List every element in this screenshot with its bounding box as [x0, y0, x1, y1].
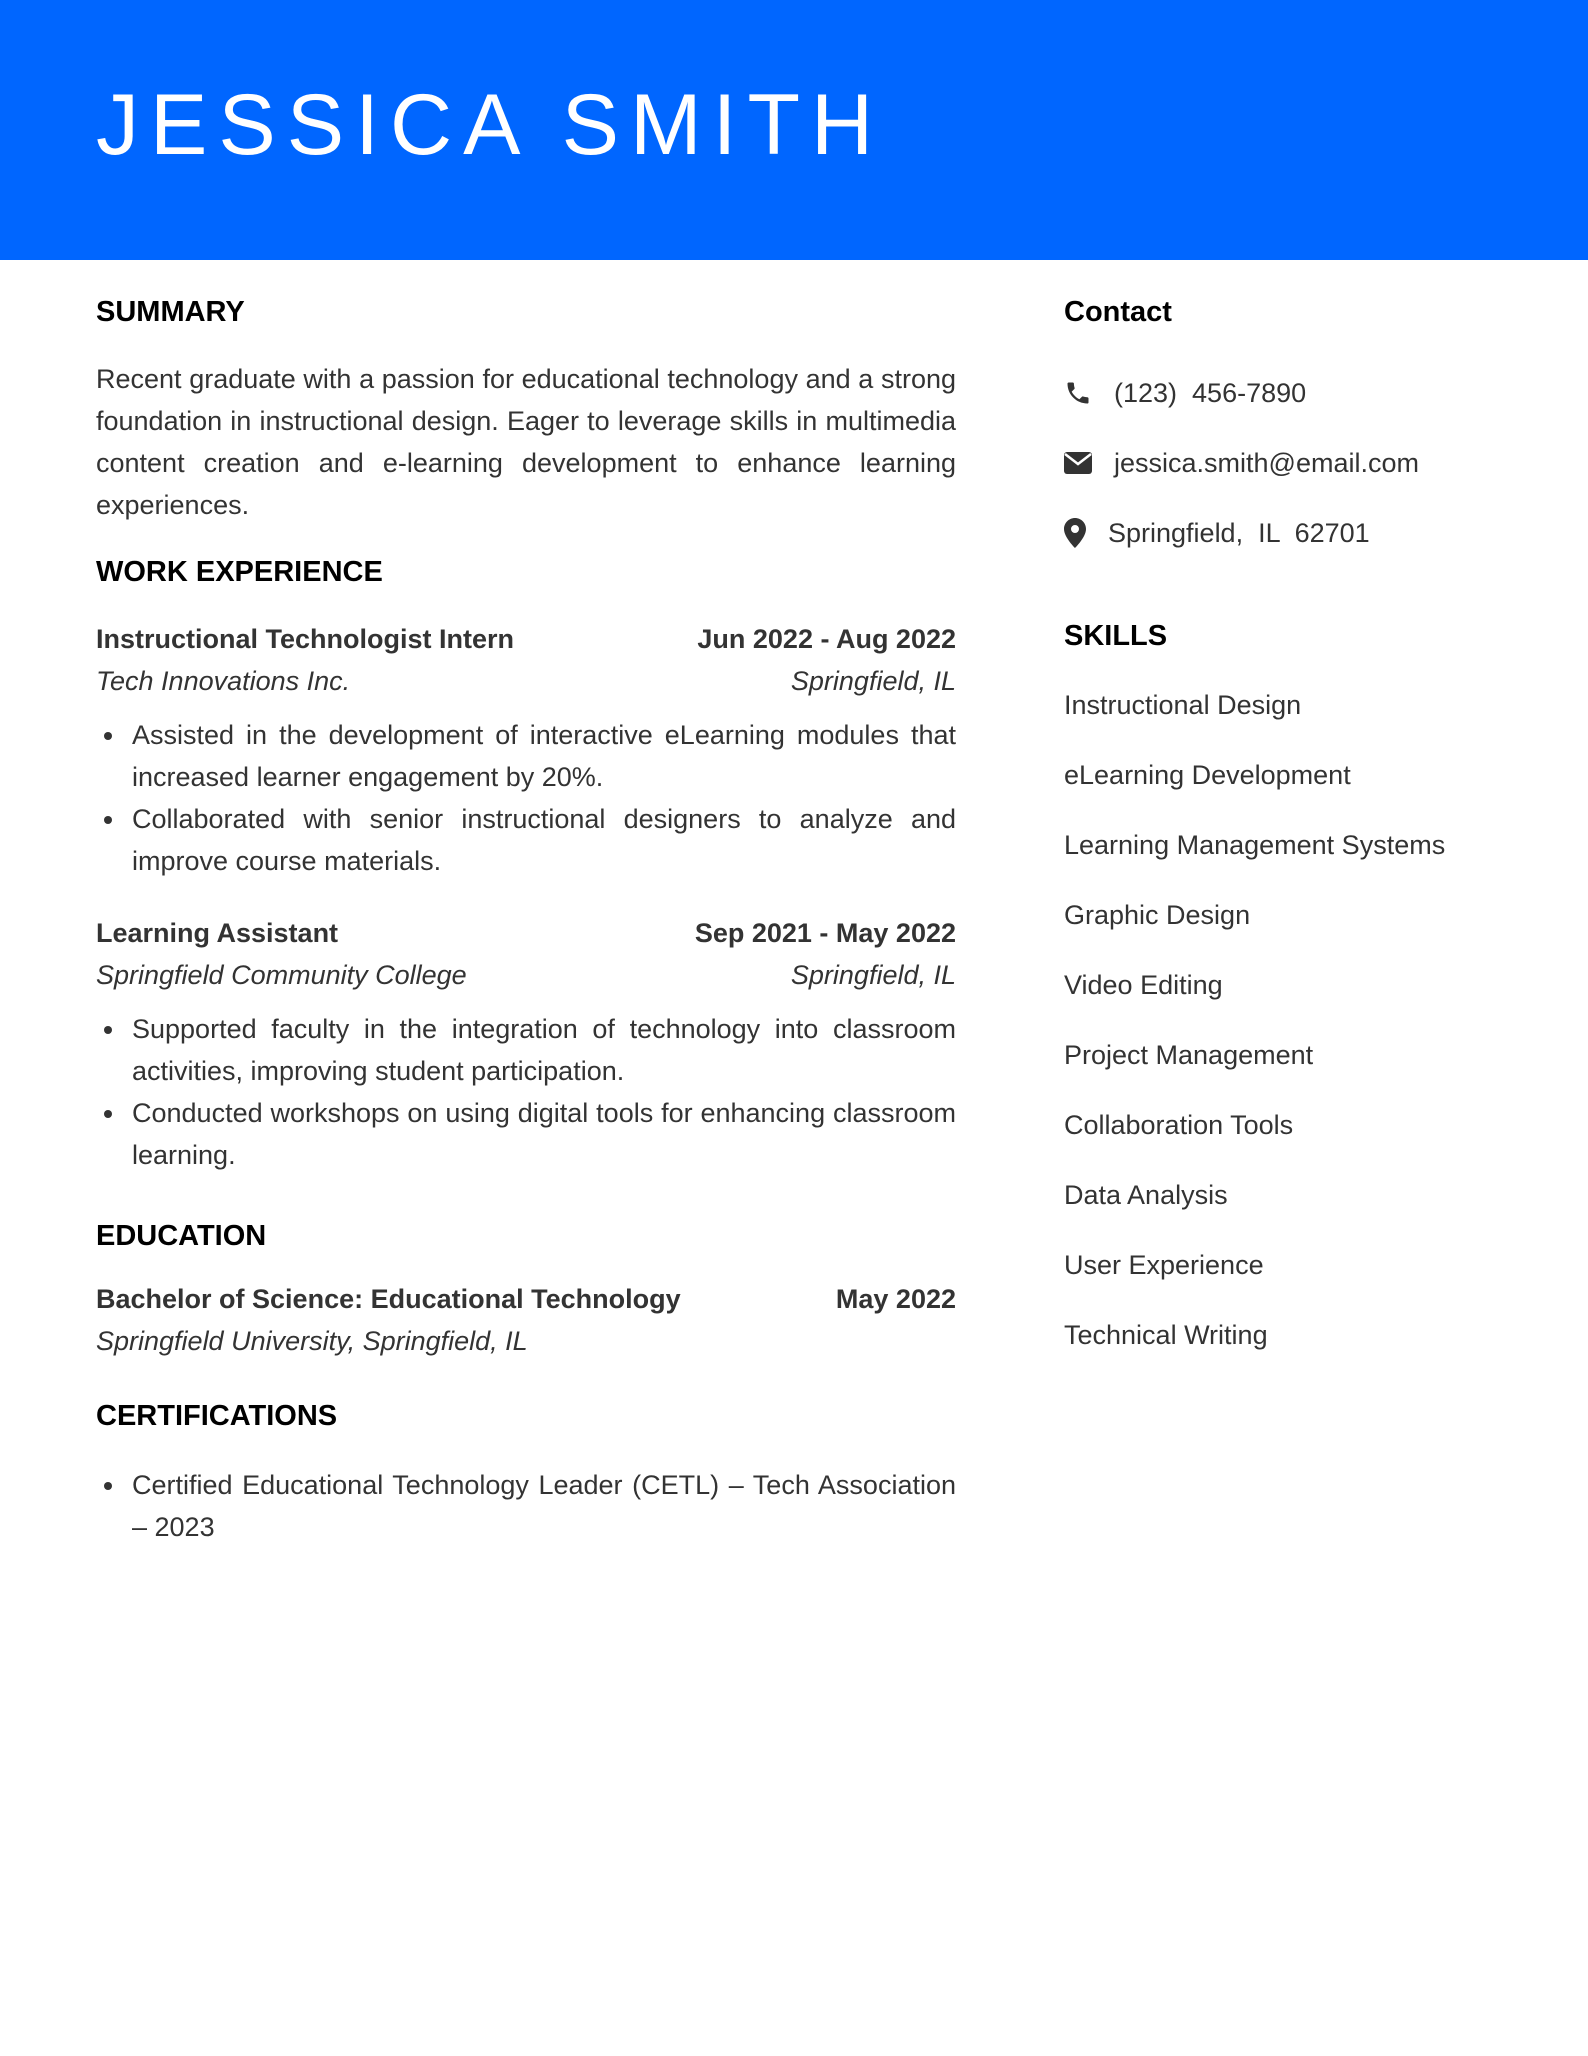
- bullet-text: Collaborated with senior instructional designers to analyze and improve course materials.: [132, 804, 956, 876]
- job-entry: [96, 618, 956, 882]
- header-banner: [0, 0, 1588, 260]
- job-dates: Jun 2022 - Aug 2022: [697, 624, 956, 654]
- job-entry: [96, 912, 956, 1176]
- phone-icon: [1064, 379, 1114, 407]
- skill-item: Project Management: [1064, 1040, 1314, 1070]
- education-heading: EDUCATION: [96, 1220, 267, 1252]
- job-company: Springfield Community College: [96, 960, 467, 990]
- skill-item: Instructional Design: [1064, 690, 1302, 720]
- skill-item: Technical Writing: [1064, 1320, 1268, 1350]
- bullet-text: Conducted workshops on using digital tools for enhancing classroom learning.: [132, 1098, 956, 1170]
- skill-item: eLearning Development: [1064, 760, 1351, 790]
- phone-number: (123) 456-7890: [1114, 378, 1307, 408]
- location-text: Springfield, IL 62701: [1108, 518, 1370, 548]
- bullet-item: [96, 798, 956, 882]
- certifications-heading: CERTIFICATIONS: [96, 1400, 338, 1432]
- job-location: Springfield, IL: [790, 960, 956, 990]
- bullet-dot-icon: [104, 816, 112, 824]
- school-name: Springfield University, Springfield, IL: [96, 1326, 528, 1356]
- job-title: Learning Assistant: [96, 918, 339, 948]
- candidate-name: JESSICA SMITH: [96, 77, 885, 173]
- map-pin-icon: [1064, 518, 1108, 548]
- skill-item: Collaboration Tools: [1064, 1110, 1294, 1140]
- contact-email: [1064, 442, 1524, 484]
- certification-list: [96, 1464, 956, 1548]
- skill-item: Data Analysis: [1064, 1180, 1228, 1210]
- skill-item: Video Editing: [1064, 970, 1223, 1000]
- education-entry: [96, 1278, 956, 1362]
- skill-item: User Experience: [1064, 1250, 1264, 1280]
- bullet-item: [96, 1092, 956, 1176]
- sidebar-column: [1064, 292, 1524, 1384]
- bullet-item: [96, 1008, 956, 1092]
- bullet-text: Supported faculty in the integration of technology into classroom activities, improving student participation.: [132, 1014, 956, 1086]
- bullet-dot-icon: [104, 1110, 112, 1118]
- degree-title: Bachelor of Science: Educational Technology: [96, 1284, 681, 1314]
- skills-list: [1064, 684, 1524, 1384]
- bullet-dot-icon: [104, 1482, 112, 1490]
- job-dates: Sep 2021 - May 2022: [694, 918, 956, 948]
- contact-location: [1064, 512, 1524, 554]
- skill-item: Graphic Design: [1064, 900, 1251, 930]
- degree-date: May 2022: [835, 1284, 956, 1314]
- bullet-dot-icon: [104, 1026, 112, 1034]
- work-experience-heading: WORK EXPERIENCE: [96, 556, 383, 588]
- job-company: Tech Innovations Inc.: [96, 666, 351, 696]
- job-title: Instructional Technologist Intern: [96, 624, 515, 654]
- envelope-icon: [1064, 452, 1114, 474]
- summary-text: Recent graduate with a passion for educational technology and a strong foundation in instructional design. Eager to leverage skills in multimedia content creation and e-learning development to enhance learning experiences.: [96, 364, 956, 520]
- contact-phone: [1064, 372, 1524, 414]
- bullet-text: Assisted in the development of interactive eLearning modules that increased learner engagement by 20%.: [132, 720, 956, 792]
- email-address: jessica.smith@email.com: [1114, 448, 1419, 478]
- bullet-item: [96, 714, 956, 798]
- summary-heading: SUMMARY: [96, 296, 245, 328]
- skill-item: Learning Management Systems: [1064, 830, 1446, 860]
- main-column: [96, 292, 956, 1548]
- job-bullets: [96, 714, 956, 882]
- job-location: Springfield, IL: [790, 666, 956, 696]
- skills-heading: SKILLS: [1064, 620, 1168, 652]
- certification-text: Certified Educational Technology Leader (CETL) – Tech Association – 2023: [132, 1470, 956, 1542]
- contact-heading: Contact: [1064, 296, 1172, 328]
- certification-item: [96, 1464, 956, 1548]
- bullet-dot-icon: [104, 732, 112, 740]
- job-bullets: [96, 1008, 956, 1176]
